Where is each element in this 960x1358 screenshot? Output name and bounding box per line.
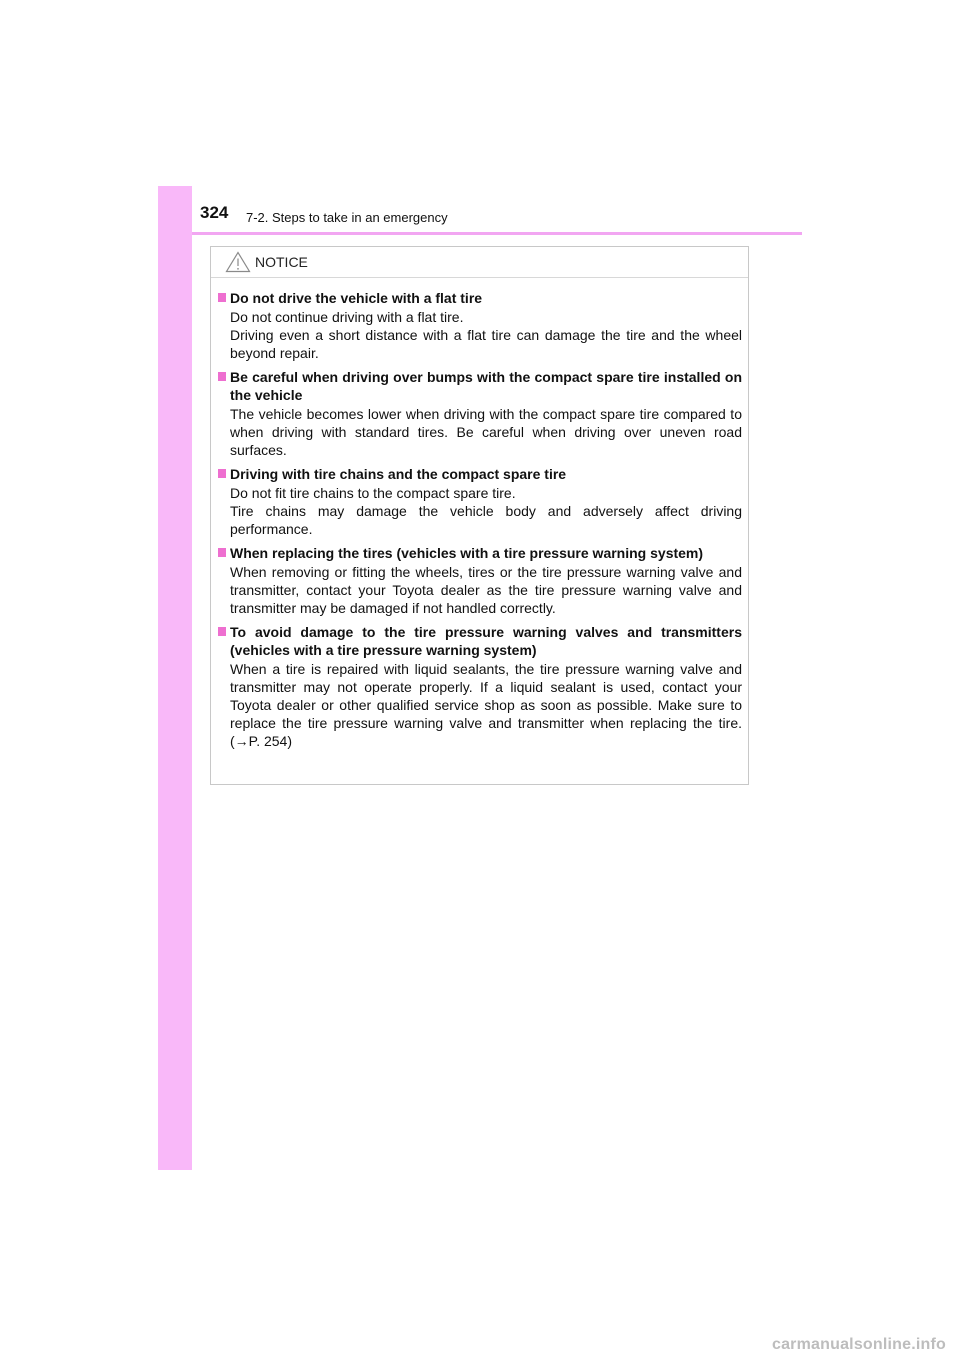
- notice-item: [218, 465, 742, 538]
- notice-label: NOTICE: [255, 254, 308, 270]
- item-text: The vehicle becomes lower when driving with the compact spare tire compared to when driving with standard tires. Be careful when driving over uneven road surfaces.: [230, 406, 742, 458]
- item-title: Driving with tire chains and the compact spare tire: [218, 465, 742, 483]
- page-number: 324: [200, 203, 229, 222]
- square-bullet-icon: [218, 372, 226, 381]
- square-bullet-icon: [218, 627, 226, 636]
- square-bullet-icon: [218, 469, 226, 478]
- item-title: Do not drive the vehicle with a flat tire: [218, 289, 742, 307]
- square-bullet-icon: [218, 548, 226, 557]
- square-bullet-icon: [218, 293, 226, 302]
- item-text: Do not fit tire chains to the compact spare tire. Tire chains may damage the vehicle body and adversely affect driving performance.: [230, 485, 742, 537]
- notice-item: [218, 544, 742, 617]
- item-title: To avoid damage to the tire pressure warning valves and transmitters (vehicles with a tire pressure warning system): [218, 623, 742, 659]
- warning-triangle-icon: [225, 251, 251, 273]
- side-color-band: [158, 186, 192, 1170]
- notice-item: [218, 368, 742, 459]
- notice-body: [211, 278, 748, 750]
- notice-box: [210, 246, 749, 785]
- section-title: 7-2. Steps to take in an emergency: [246, 210, 448, 225]
- item-title: When replacing the tires (vehicles with a tire pressure warning system): [218, 544, 742, 562]
- notice-header: [211, 247, 748, 278]
- notice-item: [218, 289, 742, 362]
- item-title: Be careful when driving over bumps with the compact spare tire installed on the vehicle: [218, 368, 742, 404]
- item-text: When a tire is repaired with liquid sealants, the tire pressure warning valve and transmitter may not operate properly. If a liquid sealant is used, contact your Toyota dealer or other qualified service shop as soon as possible. Make sure to replace the tire pressure warning valve and transmitter when replacing the tire. (→P. 254): [230, 661, 742, 749]
- header-rule: [192, 232, 802, 235]
- notice-item: [218, 623, 742, 750]
- item-text: Do not continue driving with a flat tire. Driving even a short distance with a flat tire can damage the tire and the wheel beyond repair.: [230, 309, 742, 361]
- item-text: When removing or fitting the wheels, tires or the tire pressure warning valve and transmitter, contact your Toyota dealer as the tire pressure warning valve and transmitter may be damaged if not handled correctly.: [230, 564, 742, 616]
- watermark-text: carmanualsonline.info: [771, 1336, 946, 1353]
